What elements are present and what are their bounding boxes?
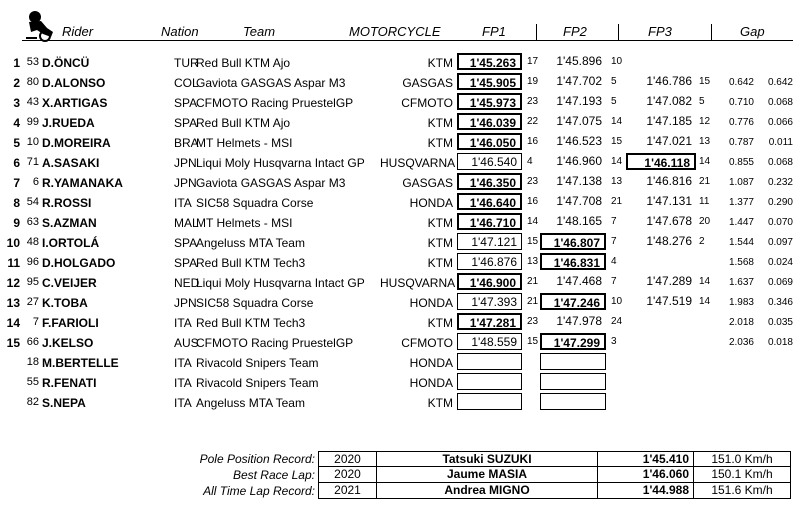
gap-cell: 1.568 bbox=[728, 257, 754, 268]
fp1-time-cell: 1'46.350 bbox=[457, 173, 522, 190]
table-row bbox=[0, 352, 800, 372]
fp1-time-cell: 1'47.121 bbox=[457, 233, 522, 250]
rider-number-cell: 95 bbox=[26, 276, 39, 288]
motorcycle-cell: HONDA bbox=[409, 376, 453, 390]
record-row bbox=[0, 483, 800, 499]
fp3-time-cell: 1'46.118 bbox=[626, 153, 696, 170]
fp2-lap-cell: 5 bbox=[611, 96, 617, 107]
table-row bbox=[0, 72, 800, 92]
rider-number-cell: 6 bbox=[32, 176, 39, 188]
rider-name-cell: I.ORTOLÁ bbox=[42, 236, 100, 250]
gap-cell: 0.855 bbox=[728, 157, 754, 168]
table-row bbox=[0, 212, 800, 232]
table-row bbox=[0, 372, 800, 392]
fp1-time-cell: 1'46.540 bbox=[457, 153, 522, 170]
motorcycle-cell: HONDA bbox=[409, 296, 453, 310]
gap-diff-cell: 0.642 bbox=[767, 77, 793, 88]
team-cell: SIC58 Squadra Corse bbox=[196, 296, 314, 310]
position-cell: 6 bbox=[13, 156, 20, 170]
fp2-time-cell: 1'45.896 bbox=[556, 54, 602, 68]
record-year: 2021 bbox=[318, 483, 376, 499]
fp3-lap-cell: 14 bbox=[699, 156, 711, 167]
header-team: Team bbox=[243, 24, 276, 39]
team-cell: Angeluss MTA Team bbox=[196, 396, 305, 410]
table-row bbox=[0, 252, 800, 272]
team-cell: Rivacold Snipers Team bbox=[196, 356, 319, 370]
fp3-lap-cell: 14 bbox=[699, 276, 711, 287]
rider-name-cell: K.TOBA bbox=[42, 296, 88, 310]
gap-diff-cell: 0.024 bbox=[767, 257, 793, 268]
fp3-time-cell: 1'47.289 bbox=[646, 274, 692, 288]
rider-name-cell: F.FARIOLI bbox=[42, 316, 99, 330]
position-cell: 3 bbox=[13, 96, 20, 110]
rider-number-cell: 99 bbox=[26, 116, 39, 128]
nation-cell: SPA bbox=[174, 256, 198, 270]
fp1-time-cell bbox=[457, 353, 522, 370]
fp2-lap-cell: 10 bbox=[611, 296, 623, 307]
header-divider bbox=[618, 24, 619, 40]
fp2-lap-cell: 14 bbox=[611, 156, 623, 167]
nation-cell: JPN bbox=[174, 296, 197, 310]
nation-cell: NED bbox=[174, 276, 200, 290]
fp2-time-cell bbox=[540, 373, 606, 390]
fp2-time-cell: 1'46.960 bbox=[556, 154, 602, 168]
team-cell: Red Bull KTM Ajo bbox=[196, 56, 291, 70]
record-label: Pole Position Record: bbox=[199, 452, 315, 466]
nation-cell: TUR bbox=[174, 56, 199, 70]
gap-diff-cell: 0.035 bbox=[767, 317, 793, 328]
gap-cell: 1.447 bbox=[728, 217, 754, 228]
position-cell: 12 bbox=[6, 276, 20, 290]
motorcycle-cell: KTM bbox=[427, 236, 453, 250]
gap-cell: 2.018 bbox=[728, 317, 754, 328]
fp1-lap-cell: 19 bbox=[527, 76, 539, 87]
fp1-lap-cell: 23 bbox=[527, 316, 539, 327]
fp3-lap-cell: 13 bbox=[699, 136, 711, 147]
fp3-time-cell bbox=[626, 333, 696, 350]
table-row bbox=[0, 392, 800, 412]
record-rider: Andrea MIGNO bbox=[376, 483, 597, 499]
rider-name-cell: S.AZMAN bbox=[42, 216, 97, 230]
team-cell: Rivacold Snipers Team bbox=[196, 376, 319, 390]
fp2-time-cell: 1'46.807 bbox=[540, 233, 606, 250]
gap-cell: 1.983 bbox=[728, 297, 754, 308]
rider-name-cell: D.ÖNCÜ bbox=[42, 56, 90, 70]
fp1-time-cell bbox=[457, 373, 522, 390]
rider-number-cell: 43 bbox=[26, 96, 39, 108]
team-cell: SIC58 Squadra Corse bbox=[196, 196, 314, 210]
fp1-lap-cell: 16 bbox=[527, 136, 539, 147]
fp2-lap-cell: 24 bbox=[611, 316, 623, 327]
fp2-lap-cell: 4 bbox=[611, 256, 617, 267]
team-cell: Gaviota GASGAS Aspar M3 bbox=[196, 76, 346, 90]
rider-number-cell: 18 bbox=[26, 356, 39, 368]
fp1-time-cell: 1'46.640 bbox=[457, 193, 522, 210]
record-speed: 150.1 Km/h bbox=[693, 467, 791, 483]
fp3-time-cell: 1'48.276 bbox=[646, 234, 692, 248]
fp2-time-cell: 1'47.193 bbox=[556, 94, 602, 108]
record-time: 1'44.988 bbox=[597, 483, 693, 499]
motorcycle-cell: KTM bbox=[427, 256, 453, 270]
nation-cell: JPN bbox=[174, 176, 197, 190]
table-row bbox=[0, 132, 800, 152]
rider-number-cell: 27 bbox=[26, 296, 39, 308]
gap-diff-cell: 0.097 bbox=[767, 237, 793, 248]
gap-diff-cell: 0.232 bbox=[767, 177, 793, 188]
fp1-time-cell: 1'48.559 bbox=[457, 333, 522, 350]
fp1-lap-cell: 15 bbox=[527, 236, 539, 247]
table-row bbox=[0, 332, 800, 352]
record-label: Best Race Lap: bbox=[232, 468, 315, 482]
fp2-lap-cell: 7 bbox=[611, 276, 617, 287]
header-rider: Rider bbox=[62, 24, 94, 39]
fp2-lap-cell: 13 bbox=[611, 176, 623, 187]
rider-name-cell: R.YAMANAKA bbox=[42, 176, 123, 190]
motorcycle-cell: KTM bbox=[427, 136, 453, 150]
header-nation: Nation bbox=[161, 24, 199, 39]
rider-number-cell: 63 bbox=[26, 216, 39, 228]
record-year: 2020 bbox=[318, 451, 376, 467]
rider-name-cell: D.HOLGADO bbox=[42, 256, 116, 270]
position-cell: 4 bbox=[13, 116, 20, 130]
fp1-lap-cell: 17 bbox=[527, 56, 539, 67]
team-cell: MT Helmets - MSI bbox=[196, 216, 293, 230]
header-fp3: FP3 bbox=[648, 24, 672, 39]
fp2-time-cell: 1'47.708 bbox=[556, 194, 602, 208]
table-row bbox=[0, 192, 800, 212]
rider-name-cell: R.FENATI bbox=[42, 376, 97, 390]
nation-cell: SPA bbox=[174, 236, 198, 250]
fp1-lap-cell: 14 bbox=[527, 216, 539, 227]
fp3-time-cell bbox=[626, 313, 696, 330]
record-time: 1'46.060 bbox=[597, 467, 693, 483]
fp2-time-cell: 1'47.138 bbox=[556, 174, 602, 188]
gap-cell: 2.036 bbox=[728, 337, 754, 348]
fp2-time-cell: 1'47.075 bbox=[556, 114, 602, 128]
fp2-lap-cell: 7 bbox=[611, 236, 617, 247]
team-cell: Liqui Moly Husqvarna Intact GP bbox=[196, 156, 365, 170]
fp1-time-cell: 1'45.905 bbox=[457, 73, 522, 90]
rider-number-cell: 54 bbox=[26, 196, 39, 208]
gap-cell: 0.642 bbox=[728, 77, 754, 88]
rider-number-cell: 71 bbox=[26, 156, 39, 168]
rider-number-cell: 96 bbox=[26, 256, 39, 268]
position-cell: 5 bbox=[13, 136, 20, 150]
gap-cell: 1.637 bbox=[728, 277, 754, 288]
motorcycle-cell: GASGAS bbox=[402, 176, 453, 190]
record-row bbox=[0, 451, 800, 467]
header-fp2: FP2 bbox=[563, 24, 587, 39]
motorcycle-cell: HONDA bbox=[409, 196, 453, 210]
motorcycle-cell: GASGAS bbox=[402, 76, 453, 90]
fp2-time-cell bbox=[540, 353, 606, 370]
team-cell: CFMOTO Racing PruestelGP bbox=[196, 336, 354, 350]
rider-number-cell: 53 bbox=[26, 56, 39, 68]
fp1-time-cell: 1'47.393 bbox=[457, 293, 522, 310]
fp1-lap-cell: 4 bbox=[527, 156, 533, 167]
fp1-lap-cell: 23 bbox=[527, 96, 539, 107]
gap-diff-cell: 0.290 bbox=[767, 197, 793, 208]
rider-number-cell: 7 bbox=[32, 316, 39, 328]
team-cell: CFMOTO Racing PruestelGP bbox=[196, 96, 354, 110]
fp1-time-cell: 1'47.281 bbox=[457, 313, 522, 330]
header-motorcycle: MOTORCYCLE bbox=[349, 24, 441, 39]
fp3-time-cell: 1'47.185 bbox=[646, 114, 692, 128]
gap-diff-cell: 0.069 bbox=[767, 277, 793, 288]
gap-diff-cell: 0.068 bbox=[767, 157, 793, 168]
team-cell: MT Helmets - MSI bbox=[196, 136, 293, 150]
rider-name-cell: X.ARTIGAS bbox=[42, 96, 108, 110]
fp3-lap-cell: 15 bbox=[699, 76, 711, 87]
gap-diff-cell: 0.066 bbox=[767, 117, 793, 128]
fp2-time-cell: 1'47.702 bbox=[556, 74, 602, 88]
rider-name-cell: D.MOREIRA bbox=[42, 136, 111, 150]
fp3-time-cell bbox=[626, 353, 696, 370]
fp2-time-cell: 1'46.523 bbox=[556, 134, 602, 148]
record-speed: 151.0 Km/h bbox=[693, 451, 791, 467]
fp1-lap-cell: 13 bbox=[527, 256, 539, 267]
position-cell: 14 bbox=[6, 316, 20, 330]
rider-number-cell: 55 bbox=[26, 376, 39, 388]
nation-cell: ITA bbox=[174, 376, 192, 390]
gap-diff-cell: 0.070 bbox=[767, 217, 793, 228]
nation-cell: MAL bbox=[174, 216, 199, 230]
fp3-lap-cell: 5 bbox=[699, 96, 705, 107]
rider-name-cell: C.VEIJER bbox=[42, 276, 97, 290]
fp1-time-cell: 1'45.263 bbox=[457, 53, 522, 70]
motorcycle-cell: HUSQVARNA bbox=[380, 156, 456, 170]
nation-cell: AUS bbox=[174, 336, 199, 350]
fp3-time-cell bbox=[626, 373, 696, 390]
position-cell: 7 bbox=[13, 176, 20, 190]
record-speed: 151.6 Km/h bbox=[693, 483, 791, 499]
header-rule bbox=[22, 40, 793, 41]
fp2-lap-cell: 5 bbox=[611, 76, 617, 87]
fp2-time-cell bbox=[540, 393, 606, 410]
header-gap: Gap bbox=[740, 24, 765, 39]
fp3-time-cell: 1'47.678 bbox=[646, 214, 692, 228]
record-rider: Tatsuki SUZUKI bbox=[376, 451, 597, 467]
nation-cell: ITA bbox=[174, 356, 192, 370]
position-cell: 2 bbox=[13, 76, 20, 90]
fp3-time-cell: 1'46.786 bbox=[646, 74, 692, 88]
nation-cell: SPA bbox=[174, 116, 198, 130]
fp1-lap-cell: 21 bbox=[527, 276, 539, 287]
motorcycle-cell: KTM bbox=[427, 56, 453, 70]
rider-name-cell: M.BERTELLE bbox=[42, 356, 119, 370]
position-cell: 10 bbox=[6, 236, 20, 250]
fp1-lap-cell: 22 bbox=[527, 116, 539, 127]
fp2-time-cell: 1'47.468 bbox=[556, 274, 602, 288]
motorcycle-cell: KTM bbox=[427, 316, 453, 330]
fp1-time-cell: 1'46.050 bbox=[457, 133, 522, 150]
team-cell: Red Bull KTM Ajo bbox=[196, 116, 291, 130]
motorcycle-cell: CFMOTO bbox=[401, 336, 453, 350]
team-cell: Gaviota GASGAS Aspar M3 bbox=[196, 176, 346, 190]
rider-name-cell: R.ROSSI bbox=[42, 196, 92, 210]
position-cell: 11 bbox=[7, 256, 20, 270]
gap-cell: 0.710 bbox=[728, 97, 754, 108]
fp3-time-cell bbox=[626, 53, 696, 70]
fp3-time-cell bbox=[626, 253, 696, 270]
fp3-lap-cell: 14 bbox=[699, 296, 711, 307]
nation-cell: ITA bbox=[174, 396, 192, 410]
fp2-lap-cell: 7 bbox=[611, 216, 617, 227]
gap-cell: 0.776 bbox=[728, 117, 754, 128]
fp3-time-cell: 1'47.131 bbox=[646, 194, 692, 208]
team-cell: Liqui Moly Husqvarna Intact GP bbox=[196, 276, 365, 290]
fp3-time-cell bbox=[626, 393, 696, 410]
gap-cell: 1.544 bbox=[728, 237, 754, 248]
motorcycle-cell: HUSQVARNA bbox=[380, 276, 456, 290]
position-cell: 13 bbox=[6, 296, 20, 310]
rider-name-cell: D.ALONSO bbox=[42, 76, 106, 90]
gap-diff-cell: 0.346 bbox=[767, 297, 793, 308]
gap-cell: 1.087 bbox=[728, 177, 754, 188]
fp2-lap-cell: 21 bbox=[611, 196, 623, 207]
nation-cell: JPN bbox=[174, 156, 197, 170]
team-cell: Red Bull KTM Tech3 bbox=[196, 316, 306, 330]
fp2-time-cell: 1'47.299 bbox=[540, 333, 606, 350]
fp1-lap-cell: 23 bbox=[527, 176, 539, 187]
motorcycle-cell: HONDA bbox=[409, 356, 453, 370]
record-label: All Time Lap Record: bbox=[203, 484, 315, 498]
fp3-lap-cell: 21 bbox=[699, 176, 711, 187]
fp3-time-cell: 1'47.021 bbox=[646, 134, 692, 148]
fp3-time-cell: 1'46.816 bbox=[646, 174, 692, 188]
rider-name-cell: S.NEPA bbox=[42, 396, 86, 410]
table-row bbox=[0, 92, 800, 112]
nation-cell: ITA bbox=[174, 196, 192, 210]
fp2-time-cell: 1'47.978 bbox=[556, 314, 602, 328]
rider-name-cell: J.KELSO bbox=[42, 336, 94, 350]
nation-cell: ITA bbox=[174, 316, 192, 330]
position-cell: 1 bbox=[13, 56, 20, 70]
gap-cell: 1.377 bbox=[728, 197, 754, 208]
nation-cell: BRA bbox=[174, 136, 199, 150]
position-cell: 9 bbox=[13, 216, 20, 230]
fp3-lap-cell: 20 bbox=[699, 216, 711, 227]
motorcycle-cell: CFMOTO bbox=[401, 96, 453, 110]
header-divider bbox=[711, 24, 712, 40]
table-row bbox=[0, 112, 800, 132]
table-row bbox=[0, 52, 800, 72]
motorcycle-cell: KTM bbox=[427, 396, 453, 410]
fp3-time-cell: 1'47.082 bbox=[646, 94, 692, 108]
rider-number-cell: 48 bbox=[26, 236, 39, 248]
rider-number-cell: 10 bbox=[26, 136, 39, 148]
motorcycle-cell: KTM bbox=[427, 116, 453, 130]
rider-number-cell: 66 bbox=[26, 336, 39, 348]
fp2-time-cell: 1'48.165 bbox=[556, 214, 602, 228]
fp1-lap-cell: 21 bbox=[527, 296, 539, 307]
record-rider: Jaume MASIA bbox=[376, 467, 597, 483]
fp1-time-cell: 1'46.876 bbox=[457, 253, 522, 270]
gap-cell: 0.787 bbox=[728, 137, 754, 148]
team-cell: Red Bull KTM Tech3 bbox=[196, 256, 306, 270]
fp2-time-cell: 1'46.831 bbox=[540, 253, 606, 270]
position-cell: 8 bbox=[13, 196, 20, 210]
fp2-time-cell: 1'47.246 bbox=[540, 293, 606, 310]
position-cell: 15 bbox=[6, 336, 20, 350]
table-row bbox=[0, 172, 800, 192]
rider-number-cell: 82 bbox=[26, 396, 39, 408]
fp3-lap-cell: 2 bbox=[699, 236, 705, 247]
fp3-time-cell: 1'47.519 bbox=[646, 294, 692, 308]
fp3-lap-cell: 12 bbox=[699, 116, 711, 127]
table-row bbox=[0, 272, 800, 292]
table-row bbox=[0, 292, 800, 312]
fp1-time-cell: 1'46.039 bbox=[457, 113, 522, 130]
rider-name-cell: J.RUEDA bbox=[42, 116, 95, 130]
table-row bbox=[0, 152, 800, 172]
gap-diff-cell: 0.018 bbox=[767, 337, 793, 348]
fp3-lap-cell: 11 bbox=[699, 196, 710, 207]
table-row bbox=[0, 232, 800, 252]
fp2-lap-cell: 3 bbox=[611, 336, 617, 347]
fp1-lap-cell: 15 bbox=[527, 336, 539, 347]
record-year: 2020 bbox=[318, 467, 376, 483]
fp1-time-cell bbox=[457, 393, 522, 410]
header-fp1: FP1 bbox=[482, 24, 506, 39]
fp2-lap-cell: 15 bbox=[611, 136, 623, 147]
motorcycle-cell: KTM bbox=[427, 216, 453, 230]
nation-cell: COL bbox=[174, 76, 199, 90]
team-cell: Angeluss MTA Team bbox=[196, 236, 305, 250]
rider-number-cell: 80 bbox=[26, 76, 39, 88]
nation-cell: SPA bbox=[174, 96, 198, 110]
table-row bbox=[0, 312, 800, 332]
record-time: 1'45.410 bbox=[597, 451, 693, 467]
fp1-lap-cell: 16 bbox=[527, 196, 539, 207]
fp1-time-cell: 1'46.900 bbox=[457, 273, 522, 290]
rider-icon bbox=[23, 10, 57, 42]
fp1-time-cell: 1'46.710 bbox=[457, 213, 522, 230]
rider-name-cell: A.SASAKI bbox=[42, 156, 100, 170]
header-divider bbox=[536, 24, 537, 40]
fp2-lap-cell: 10 bbox=[611, 56, 623, 67]
record-row bbox=[0, 467, 800, 483]
gap-diff-cell: 0.011 bbox=[768, 137, 793, 148]
fp2-lap-cell: 14 bbox=[611, 116, 623, 127]
gap-diff-cell: 0.068 bbox=[767, 97, 793, 108]
fp1-time-cell: 1'45.973 bbox=[457, 93, 522, 110]
